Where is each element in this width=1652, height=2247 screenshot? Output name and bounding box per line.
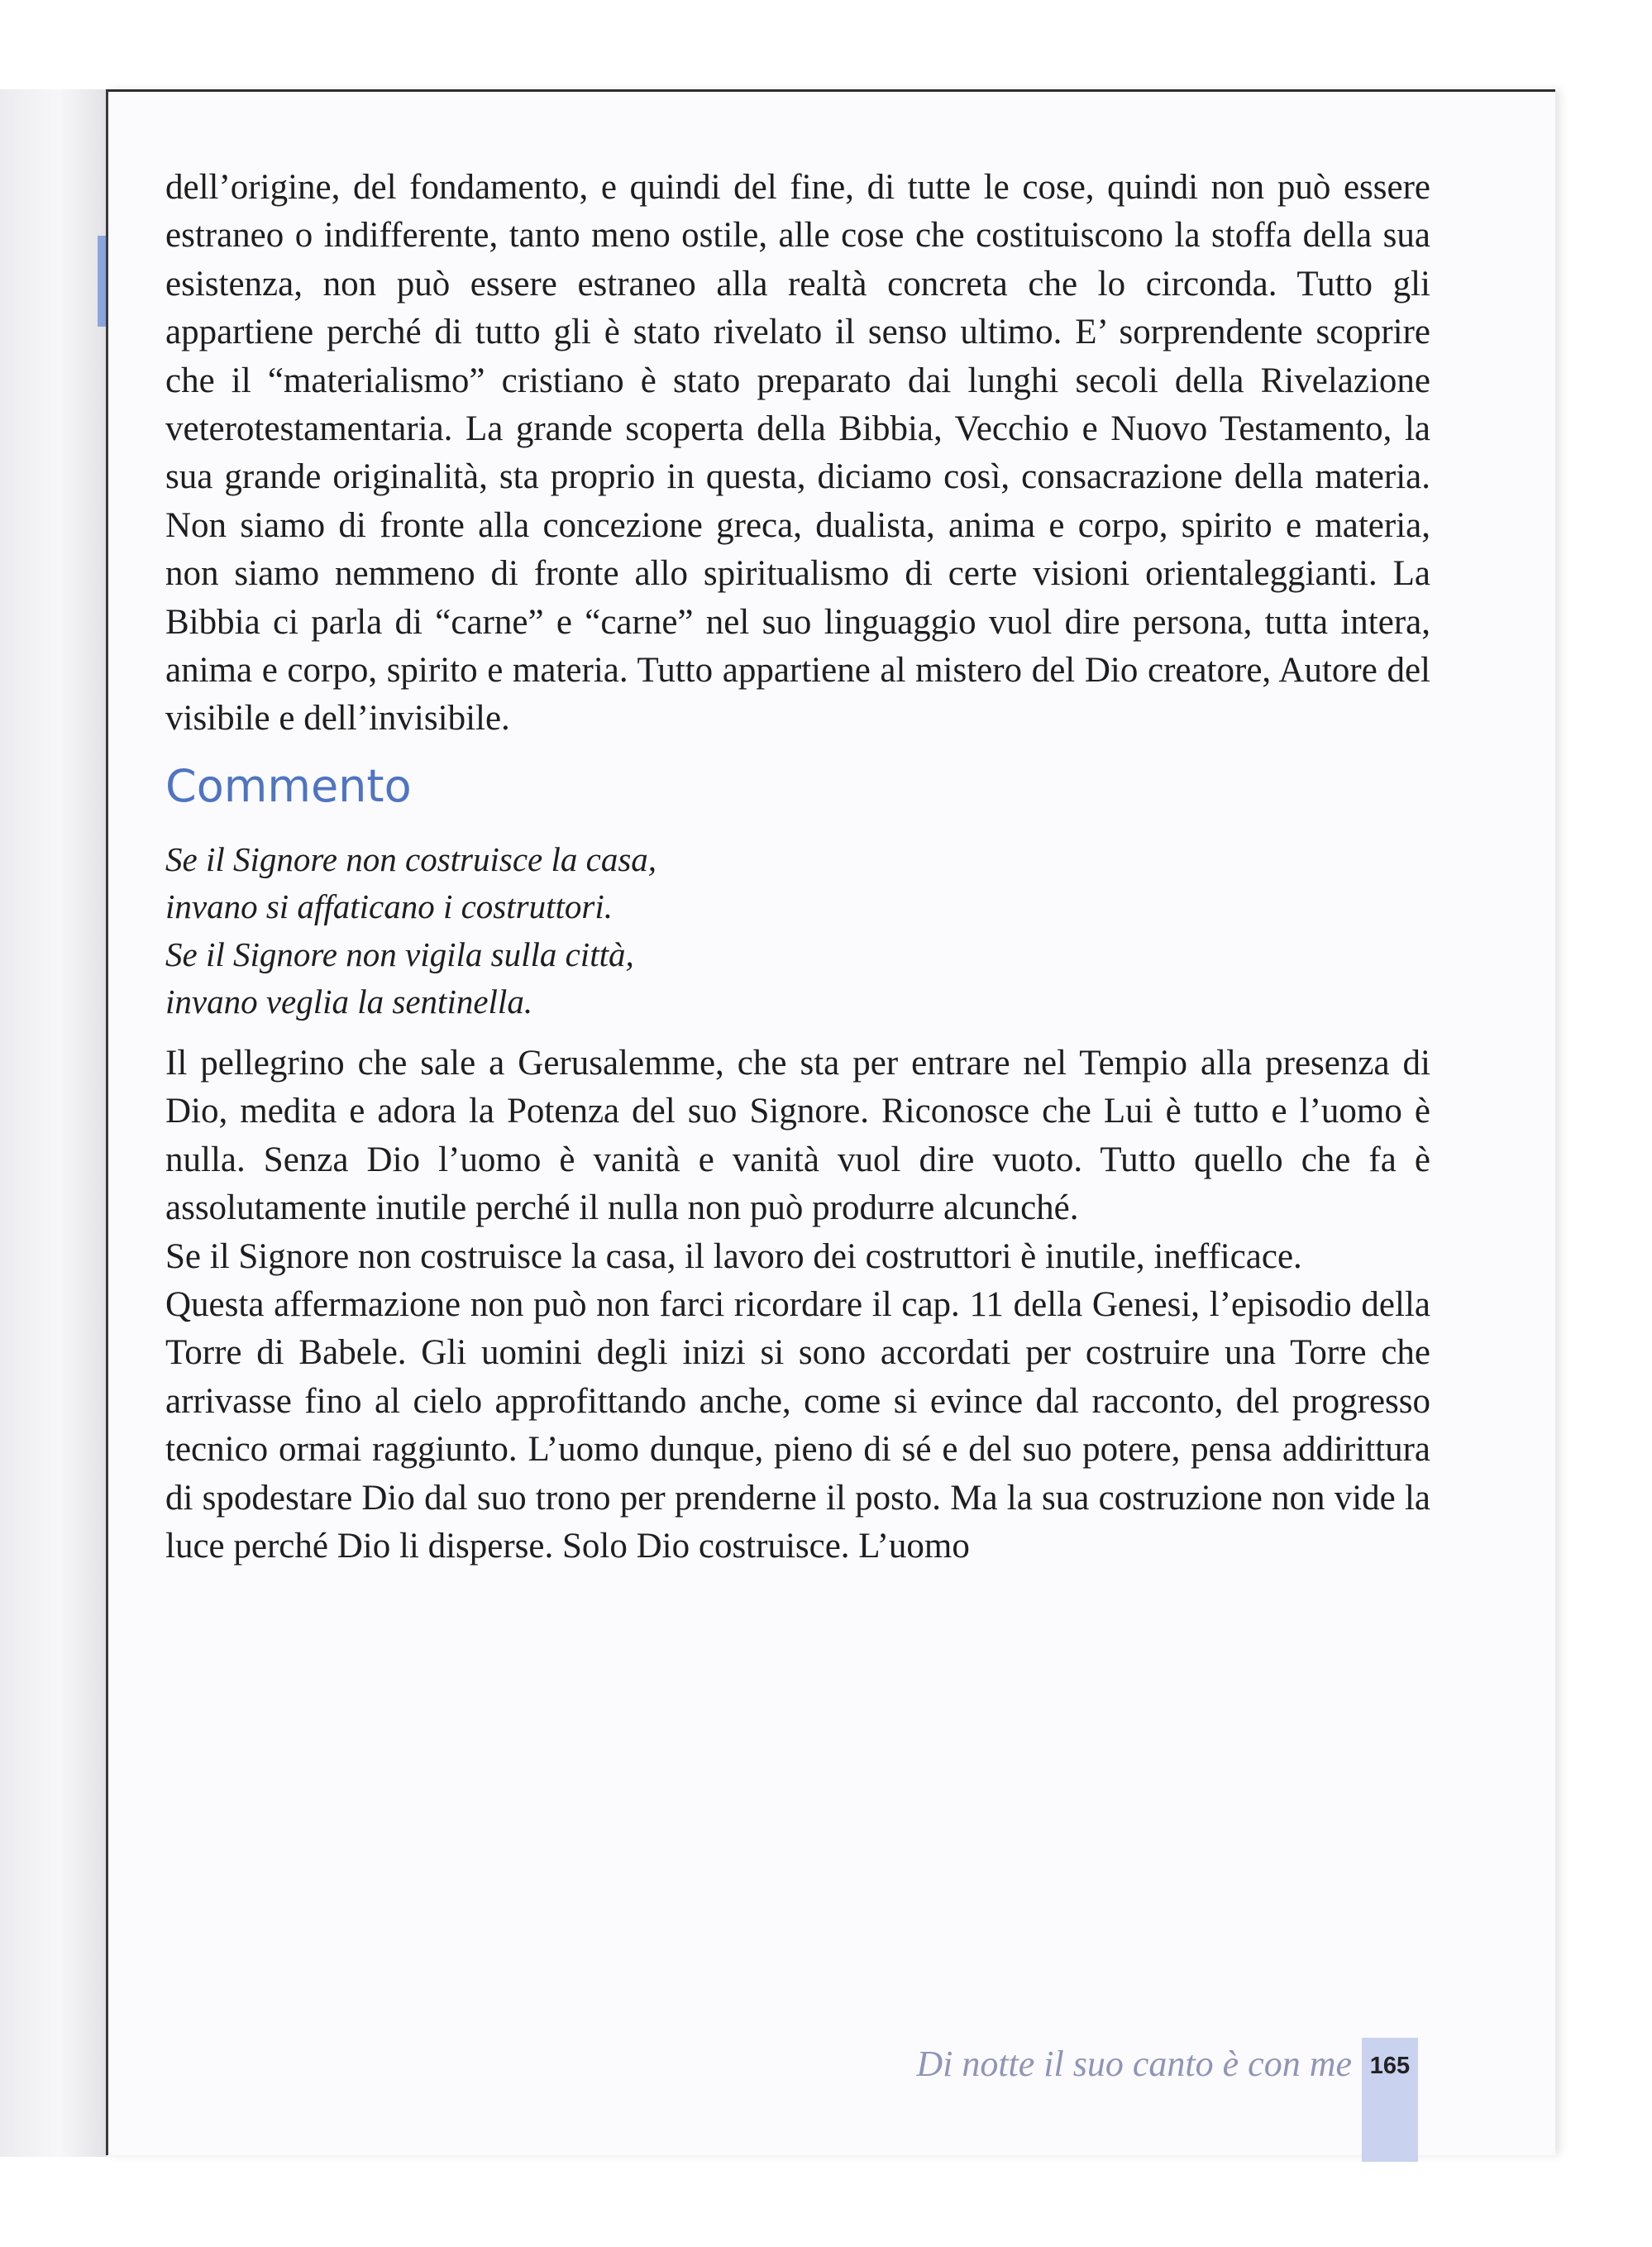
running-footer-title: Di notte il suo canto è con me bbox=[916, 2044, 1352, 2084]
verse-line: invano veglia la sentinella. bbox=[165, 982, 533, 1021]
page-number: 165 bbox=[1369, 2053, 1411, 2079]
verse-line: Se il Signore non costruisce la casa, bbox=[165, 839, 657, 878]
section-heading: Commento bbox=[165, 759, 412, 812]
facing-page-edge bbox=[0, 89, 107, 2157]
paragraph-body: Se il Signore non costruisce la casa, il lavoro dei costruttori è inutile, inefficace. bbox=[165, 1236, 1302, 1276]
page-text bbox=[165, 164, 1430, 1571]
verse-line: invano si affaticano i costruttori. bbox=[165, 887, 613, 926]
verse-line: Se il Signore non vigila sulla città, bbox=[165, 935, 634, 973]
facing-page-color-mark bbox=[98, 236, 106, 327]
paragraph-intro: dell’origine, del fondamento, e quindi del fine, di tutte le cose, quindi non può essere estraneo o indifferente, tanto meno ostile, alle cose che costituiscono la stoffa della sua esistenza, non può essere estraneo alla realtà concreta che lo circonda. Tutto gli appartiene perché di tutto gli è stato rivelato il senso ultimo. E’ sorprendente scoprire che il “materialismo” cristiano è stato preparato dai lunghi secoli della Rivelazione veterotestamentaria. La grande scoperta della Bibbia, Vecchio e Nuovo Testamento, la sua grande originalità, sta proprio in questa, diciamo così, consacrazione della materia. Non siamo di fronte alla concezione greca, dualista, anima e corpo, spirito e materia, non siamo nemmeno di fronte allo spiritualismo di certe visioni orientaleggianti. La Bibbia ci parla di “carne” e “carne” nel suo linguaggio vuol dire persona, tutta intera, anima e corpo, spirito e materia. Tutto appartiene al mistero del Dio creatore, Autore del visibile e dell’invisibile. bbox=[165, 168, 1430, 739]
paragraph-body: Il pellegrino che sale a Gerusalemme, che sta per entrare nel Tempio alla presenza di Dio, medita e adora la Potenza del suo Signore. Riconosce che Lui è tutto e l’uomo è nulla. Senza Dio l’uomo è vanità e vanità vuol dire vuoto. Tutto quello che fa è assolutamente inutile perché il nulla non può produrre alcunché. bbox=[165, 1043, 1430, 1228]
psalm-verses bbox=[165, 836, 1430, 1026]
paragraph-body: Questa affermazione non può non farci ricordare il cap. 11 della Genesi, l’episodio della Torre di Babele. Gli uomini degli inizi si sono accordati per costruire una Torre che arrivasse fino al cielo approfittando anche, come si evince dal racconto, del progresso tecnico ormai raggiunto. L’uomo dunque, pieno di sé e del suo potere, pensa addirittura di spodestare Dio dal suo trono per prenderne il posto. Ma la sua costruzione non vide la luce perché Dio li disperse. Solo Dio costruisce. L’uomo bbox=[165, 1284, 1430, 1566]
